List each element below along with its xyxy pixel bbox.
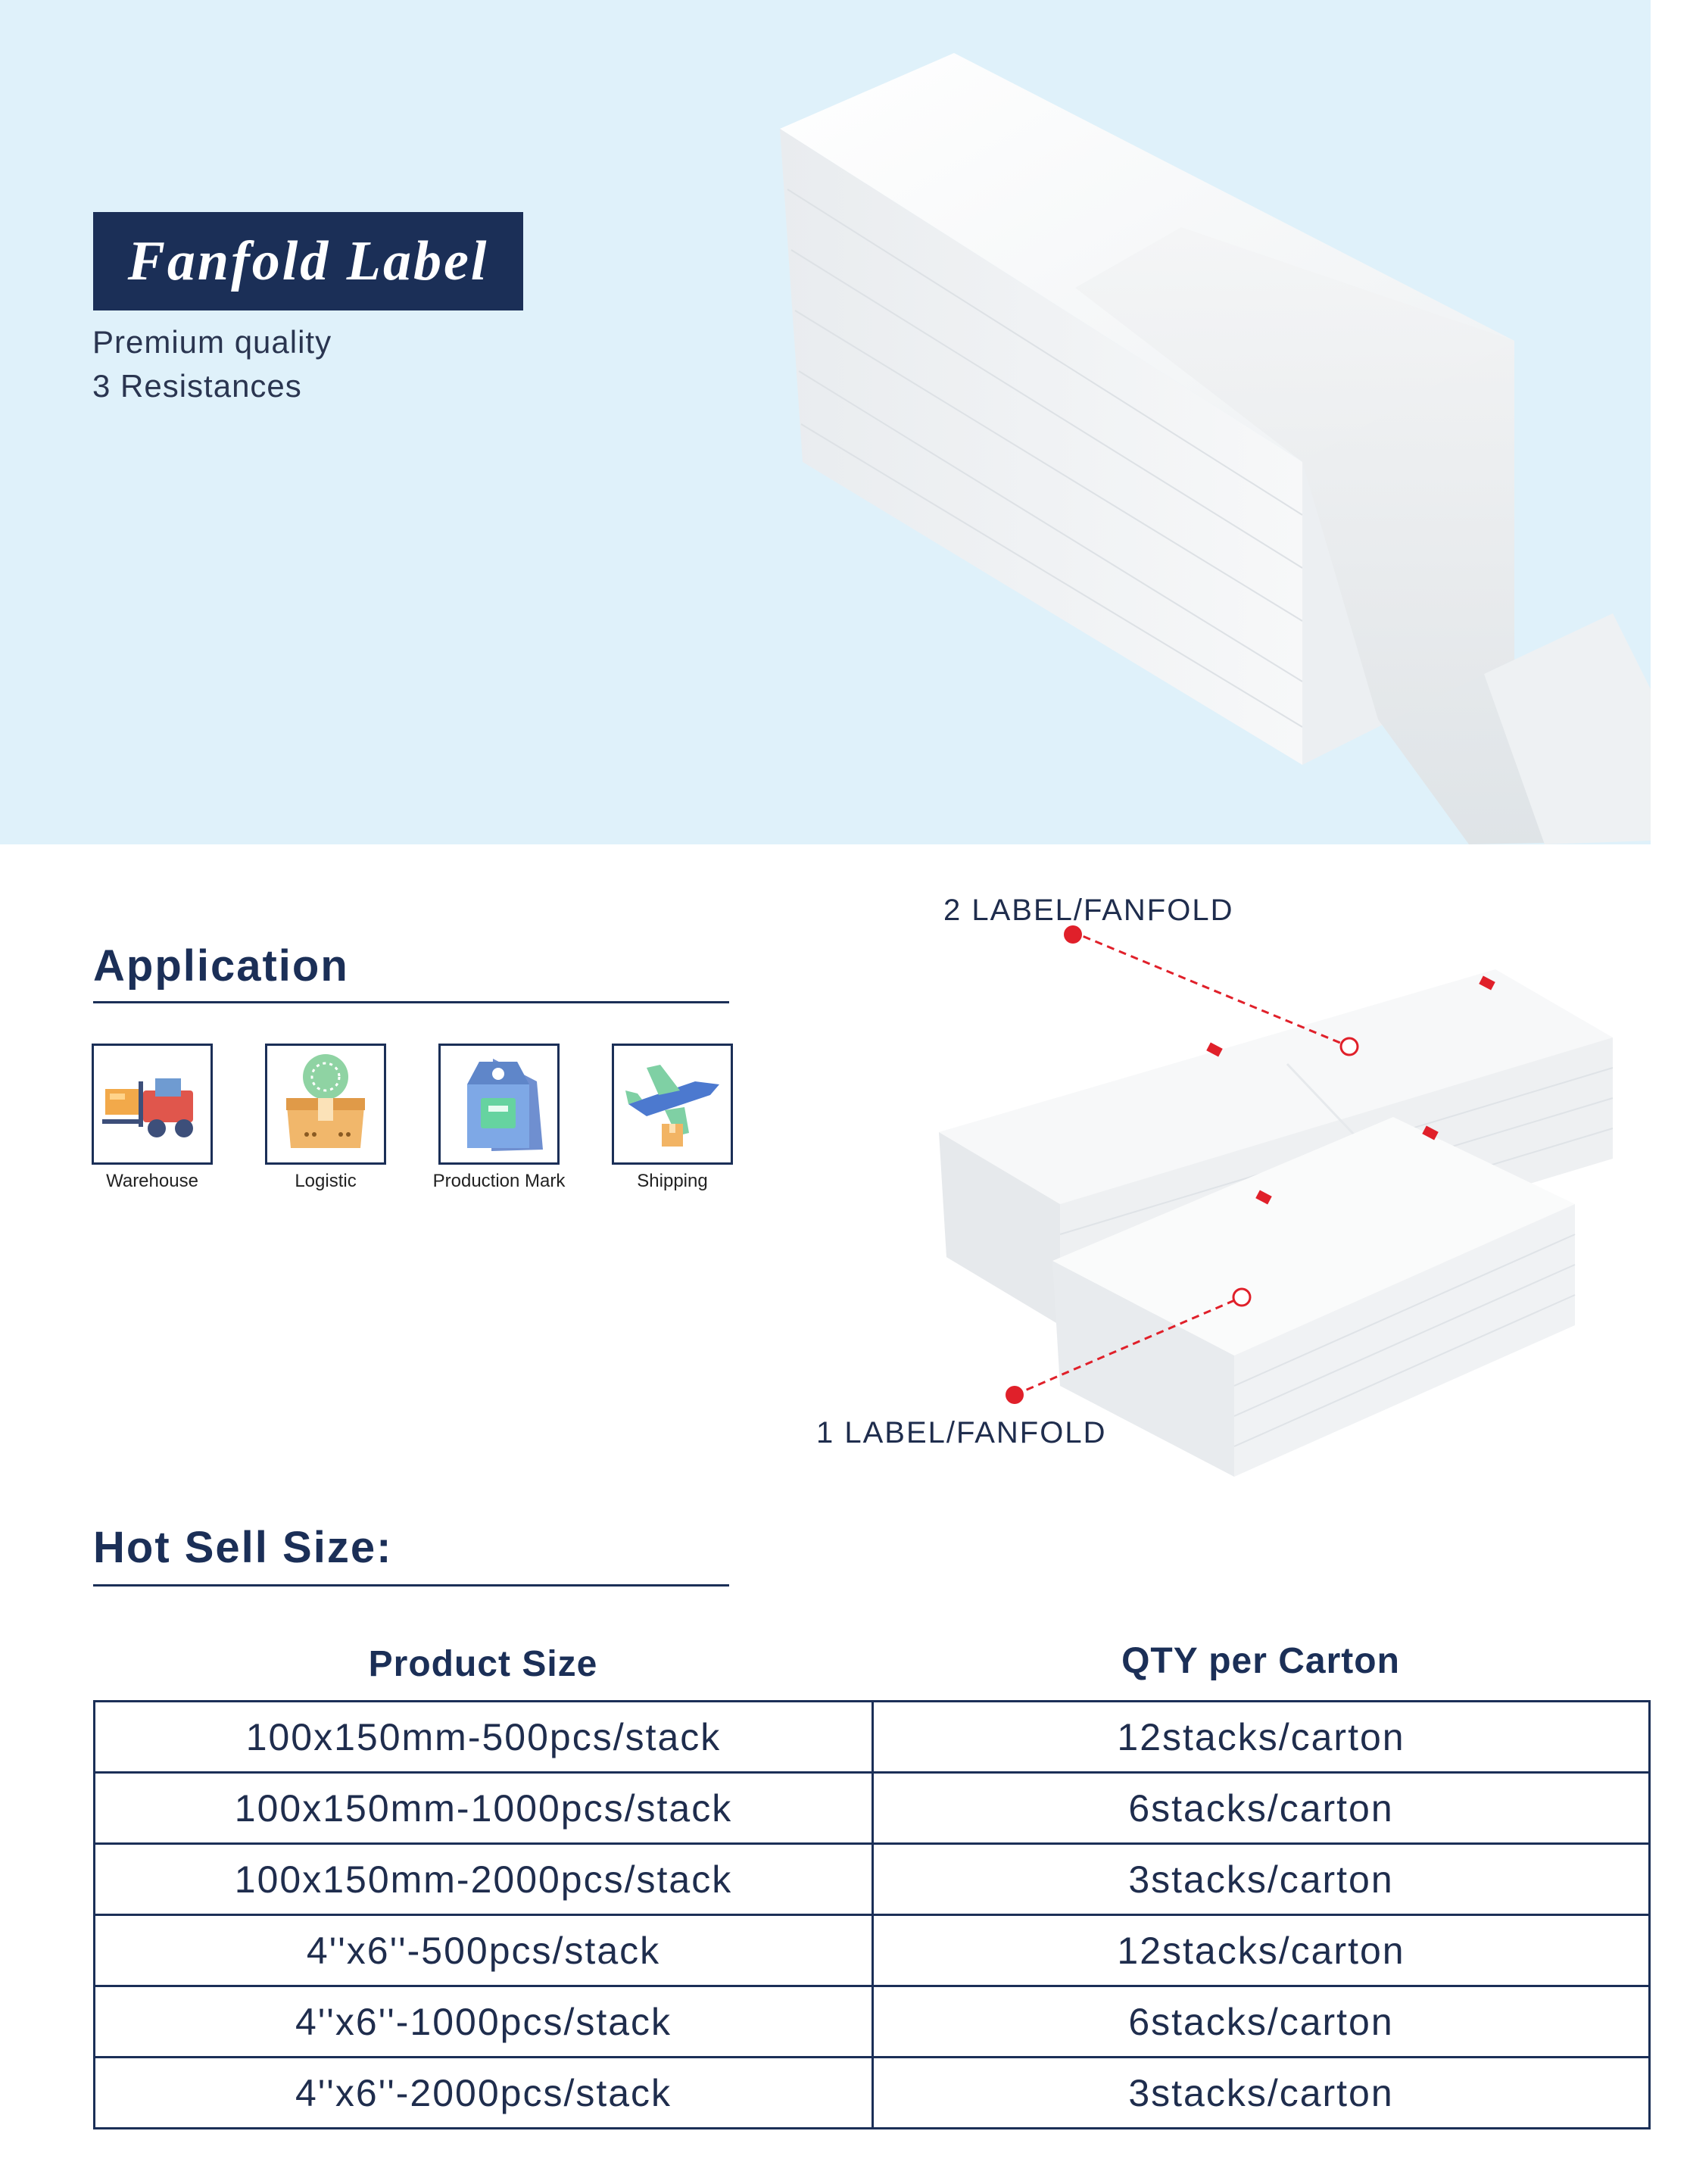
product-size-cell: 4''x6''-1000pcs/stack <box>95 1986 873 2058</box>
production-mark-tile <box>438 1044 560 1165</box>
hot-sell-divider <box>93 1584 729 1587</box>
callout-1-label: 1 LABEL/FANFOLD <box>816 1416 1107 1449</box>
application-divider <box>93 1001 729 1003</box>
page-title: Fanfold Label <box>127 229 489 292</box>
table-row <box>95 1844 1650 1915</box>
hero-banner <box>0 0 1651 844</box>
application-heading: Application <box>93 941 349 991</box>
warehouse-tile <box>92 1044 213 1165</box>
column-header-product-size: Product Size <box>368 1644 598 1684</box>
product-size-cell: 100x150mm-2000pcs/stack <box>95 1844 873 1915</box>
product-size-cell: 4''x6''-500pcs/stack <box>95 1915 873 1986</box>
product-size-cell: 100x150mm-1000pcs/stack <box>95 1773 873 1844</box>
table-row <box>95 1702 1650 1773</box>
qty-cell: 6stacks/carton <box>873 1773 1650 1844</box>
qty-cell: 6stacks/carton <box>873 1986 1650 2058</box>
table-row <box>95 2058 1650 2129</box>
hot-sell-heading: Hot Sell Size: <box>93 1523 393 1572</box>
qty-cell: 3stacks/carton <box>873 2058 1650 2129</box>
callout-dot-bottom <box>1006 1386 1024 1404</box>
qty-cell: 12stacks/carton <box>873 1702 1650 1773</box>
shipping-tile <box>612 1044 733 1165</box>
price-tag-icon <box>446 1051 552 1157</box>
callout-2-label: 2 LABEL/FANFOLD <box>943 894 1234 927</box>
app-label-production-mark: Production Mark <box>432 1171 566 1191</box>
app-label-warehouse: Warehouse <box>106 1171 198 1191</box>
label-stacks-image <box>931 931 1651 1492</box>
app-label-logistic: Logistic <box>295 1171 357 1191</box>
logistic-tile <box>265 1044 386 1165</box>
subtitle-line-1: Premium quality <box>92 324 332 360</box>
package-box-icon <box>273 1051 379 1157</box>
qty-cell: 12stacks/carton <box>873 1915 1650 1986</box>
subtitle-line-2: 3 Resistances <box>92 368 302 404</box>
table-row <box>95 1986 1650 2058</box>
title-box <box>93 212 523 310</box>
table-row <box>95 1915 1650 1986</box>
product-size-cell: 4''x6''-2000pcs/stack <box>95 2058 873 2129</box>
airplane-icon <box>619 1051 725 1157</box>
app-label-shipping: Shipping <box>637 1171 708 1191</box>
callout-dot-top <box>1064 925 1082 944</box>
size-table <box>93 1700 1651 2129</box>
forklift-icon <box>99 1059 205 1150</box>
qty-cell: 3stacks/carton <box>873 1844 1650 1915</box>
product-size-cell: 100x150mm-500pcs/stack <box>95 1702 873 1773</box>
column-header-qty: QTY per Carton <box>1121 1641 1400 1681</box>
table-row <box>95 1773 1650 1844</box>
fanfold-stack-image <box>757 38 1651 844</box>
